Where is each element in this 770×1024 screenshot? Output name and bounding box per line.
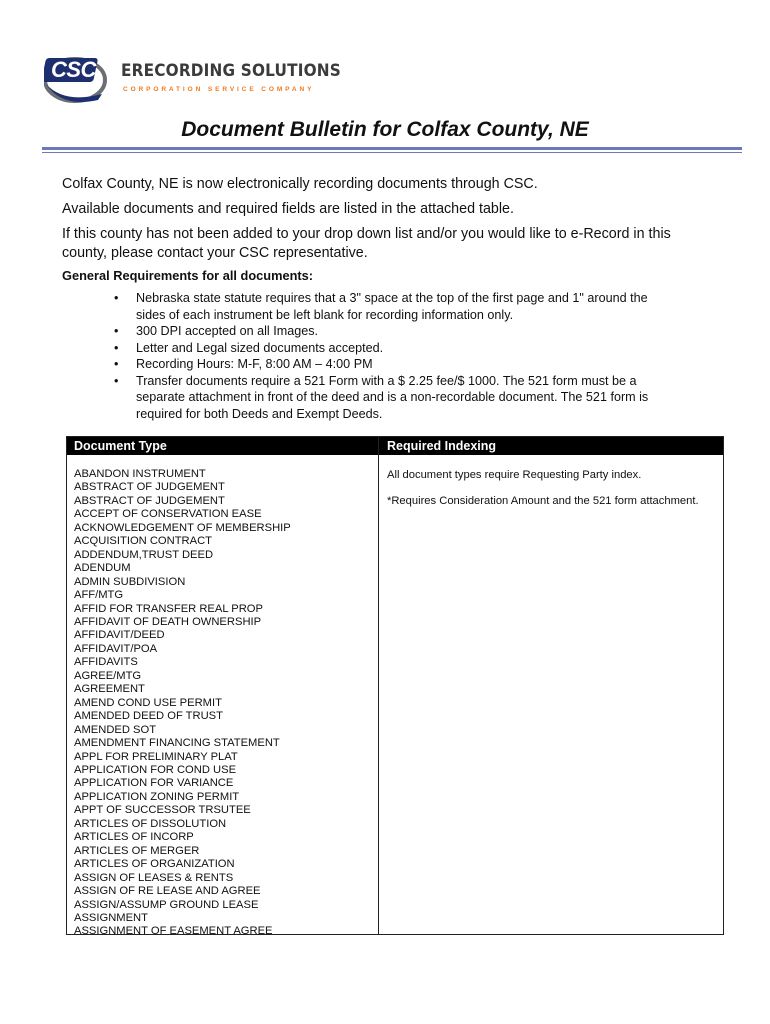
intro-line-3b: county, please contact your CSC representative. bbox=[62, 245, 368, 261]
index-note-requesting-party: All document types require Requesting Party index. bbox=[387, 469, 642, 481]
document-type-item: AFF/MTG bbox=[74, 589, 124, 602]
document-type-item: ASSIGN OF LEASES & RENTS bbox=[74, 871, 234, 884]
intro-line-1: Colfax County, NE is now electronically recording documents through CSC. bbox=[62, 176, 538, 192]
document-type-item: ACKNOWLEDGEMENT OF MEMBERSHIP bbox=[74, 521, 291, 534]
document-type-item: ACCEPT OF CONSERVATION EASE bbox=[74, 508, 262, 521]
document-type-item: ADENDUM bbox=[74, 562, 131, 575]
document-type-item: APPLICATION ZONING PERMIT bbox=[74, 790, 240, 803]
document-type-item: AFFIDAVITS bbox=[74, 656, 138, 669]
document-type-item: ASSIGNMENT bbox=[74, 911, 148, 924]
requirement-text: Letter and Legal sized documents accepted. bbox=[136, 340, 384, 355]
title-rule-thick bbox=[42, 147, 742, 150]
requirement-text: separate attachment in front of the deed and is a non-recordable document. The 521 form is bbox=[136, 390, 649, 404]
logo-brand-name: ERECORDING SOLUTIONS bbox=[121, 61, 342, 81]
document-type-item: ASSIGN OF RE LEASE AND AGREE bbox=[74, 885, 261, 898]
document-type-item: ARTICLES OF MERGER bbox=[74, 844, 200, 857]
csc-logo bbox=[44, 54, 342, 104]
document-type-item: ABSTRACT OF JUDGEMENT bbox=[74, 494, 225, 507]
requirement-text: sides of each instrument be left blank for recording information only. bbox=[136, 307, 514, 322]
document-type-item: ADDENDUM,TRUST DEED bbox=[74, 548, 214, 561]
document-type-item: ABANDON INSTRUMENT bbox=[74, 468, 206, 480]
column-divider bbox=[378, 437, 379, 934]
document-type-list bbox=[74, 468, 291, 939]
document-type-item: AGREE/MTG bbox=[74, 669, 142, 682]
requirement-item bbox=[0, 340, 716, 357]
document-type-item: AMENDED SOT bbox=[74, 723, 157, 736]
title-rule-thin bbox=[42, 152, 742, 153]
requirement-item bbox=[0, 290, 716, 307]
bullet-icon: • bbox=[114, 324, 119, 338]
document-type-item: ARTICLES OF INCORP bbox=[74, 831, 194, 844]
requirement-item-continuation bbox=[0, 406, 716, 423]
document-type-item: ARTICLES OF ORGANIZATION bbox=[74, 858, 235, 871]
requirement-item bbox=[0, 323, 716, 340]
header-document-type: Document Type bbox=[74, 439, 167, 453]
bullet-icon: • bbox=[114, 357, 119, 371]
document-type-item: ACQUISITION CONTRACT bbox=[74, 535, 212, 548]
document-type-item: AGREEMENT bbox=[74, 683, 145, 696]
document-table bbox=[66, 436, 724, 938]
requirement-text: Recording Hours: M-F, 8:00 AM – 4:00 PM bbox=[136, 357, 373, 371]
logo-brand-subtitle: CORPORATION SERVICE COMPANY bbox=[123, 86, 315, 93]
requirement-text: Nebraska state statute requires that a 3" space at the top of the first page and 1" around the bbox=[136, 291, 648, 305]
requirement-item-continuation bbox=[0, 307, 716, 324]
requirements-heading: General Requirements for all documents: bbox=[62, 268, 314, 283]
logo-csc-text: CSC bbox=[51, 57, 96, 82]
document-type-item: APPLICATION FOR COND USE bbox=[74, 763, 237, 776]
document-type-item: AMEND COND USE PERMIT bbox=[74, 696, 222, 709]
document-type-item: AFFIDAVIT/DEED bbox=[74, 629, 165, 642]
document-type-item: ABSTRACT OF JUDGEMENT bbox=[74, 481, 225, 494]
bullet-icon: • bbox=[114, 291, 119, 305]
document-type-item: APPL FOR PRELIMINARY PLAT bbox=[74, 750, 238, 763]
table-header-row bbox=[67, 437, 723, 455]
intro-line-3a: If this county has not been added to your drop down list and/or you would like to e-Record in this bbox=[62, 226, 671, 242]
requirement-item bbox=[0, 356, 716, 373]
document-type-item: AMENDMENT FINANCING STATEMENT bbox=[74, 737, 280, 750]
requirement-text: Transfer documents require a 521 Form with a $ 2.25 fee/$ 1000. The 521 form must be a bbox=[136, 373, 637, 388]
requirement-item bbox=[0, 373, 716, 390]
document-type-item: AMENDED DEED OF TRUST bbox=[74, 710, 223, 723]
requirement-text: required for both Deeds and Exempt Deeds. bbox=[136, 406, 383, 421]
requirement-item-continuation bbox=[0, 389, 716, 406]
bullet-icon: • bbox=[114, 373, 119, 388]
document-type-item: ASSIGNMENT OF EASEMENT AGREE bbox=[74, 925, 273, 938]
document-type-item: ARTICLES OF DISSOLUTION bbox=[74, 817, 227, 830]
header-required-indexing: Required Indexing bbox=[387, 439, 497, 453]
document-type-item: ADMIN SUBDIVISION bbox=[74, 575, 186, 588]
requirement-text: 300 DPI accepted on all Images. bbox=[136, 324, 319, 338]
index-note-consideration: *Requires Consideration Amount and the 521 form attachment. bbox=[387, 495, 699, 507]
intro-line-2: Available documents and required fields are listed in the attached table. bbox=[62, 201, 514, 217]
document-type-item: AFFIDAVIT/POA bbox=[74, 642, 158, 655]
requirements-list bbox=[0, 290, 716, 422]
bullet-icon: • bbox=[114, 340, 119, 355]
document-type-item: AFFID FOR TRANSFER REAL PROP bbox=[74, 602, 263, 615]
page-title: Document Bulletin for Colfax County, NE bbox=[181, 118, 589, 141]
document-type-item: APPLICATION FOR VARIANCE bbox=[74, 777, 234, 790]
document-type-item: APPT OF SUCCESSOR TRSUTEE bbox=[74, 804, 251, 817]
document-type-item: ASSIGN/ASSUMP GROUND LEASE bbox=[74, 898, 259, 911]
document-type-item: AFFIDAVIT OF DEATH OWNERSHIP bbox=[74, 615, 262, 628]
